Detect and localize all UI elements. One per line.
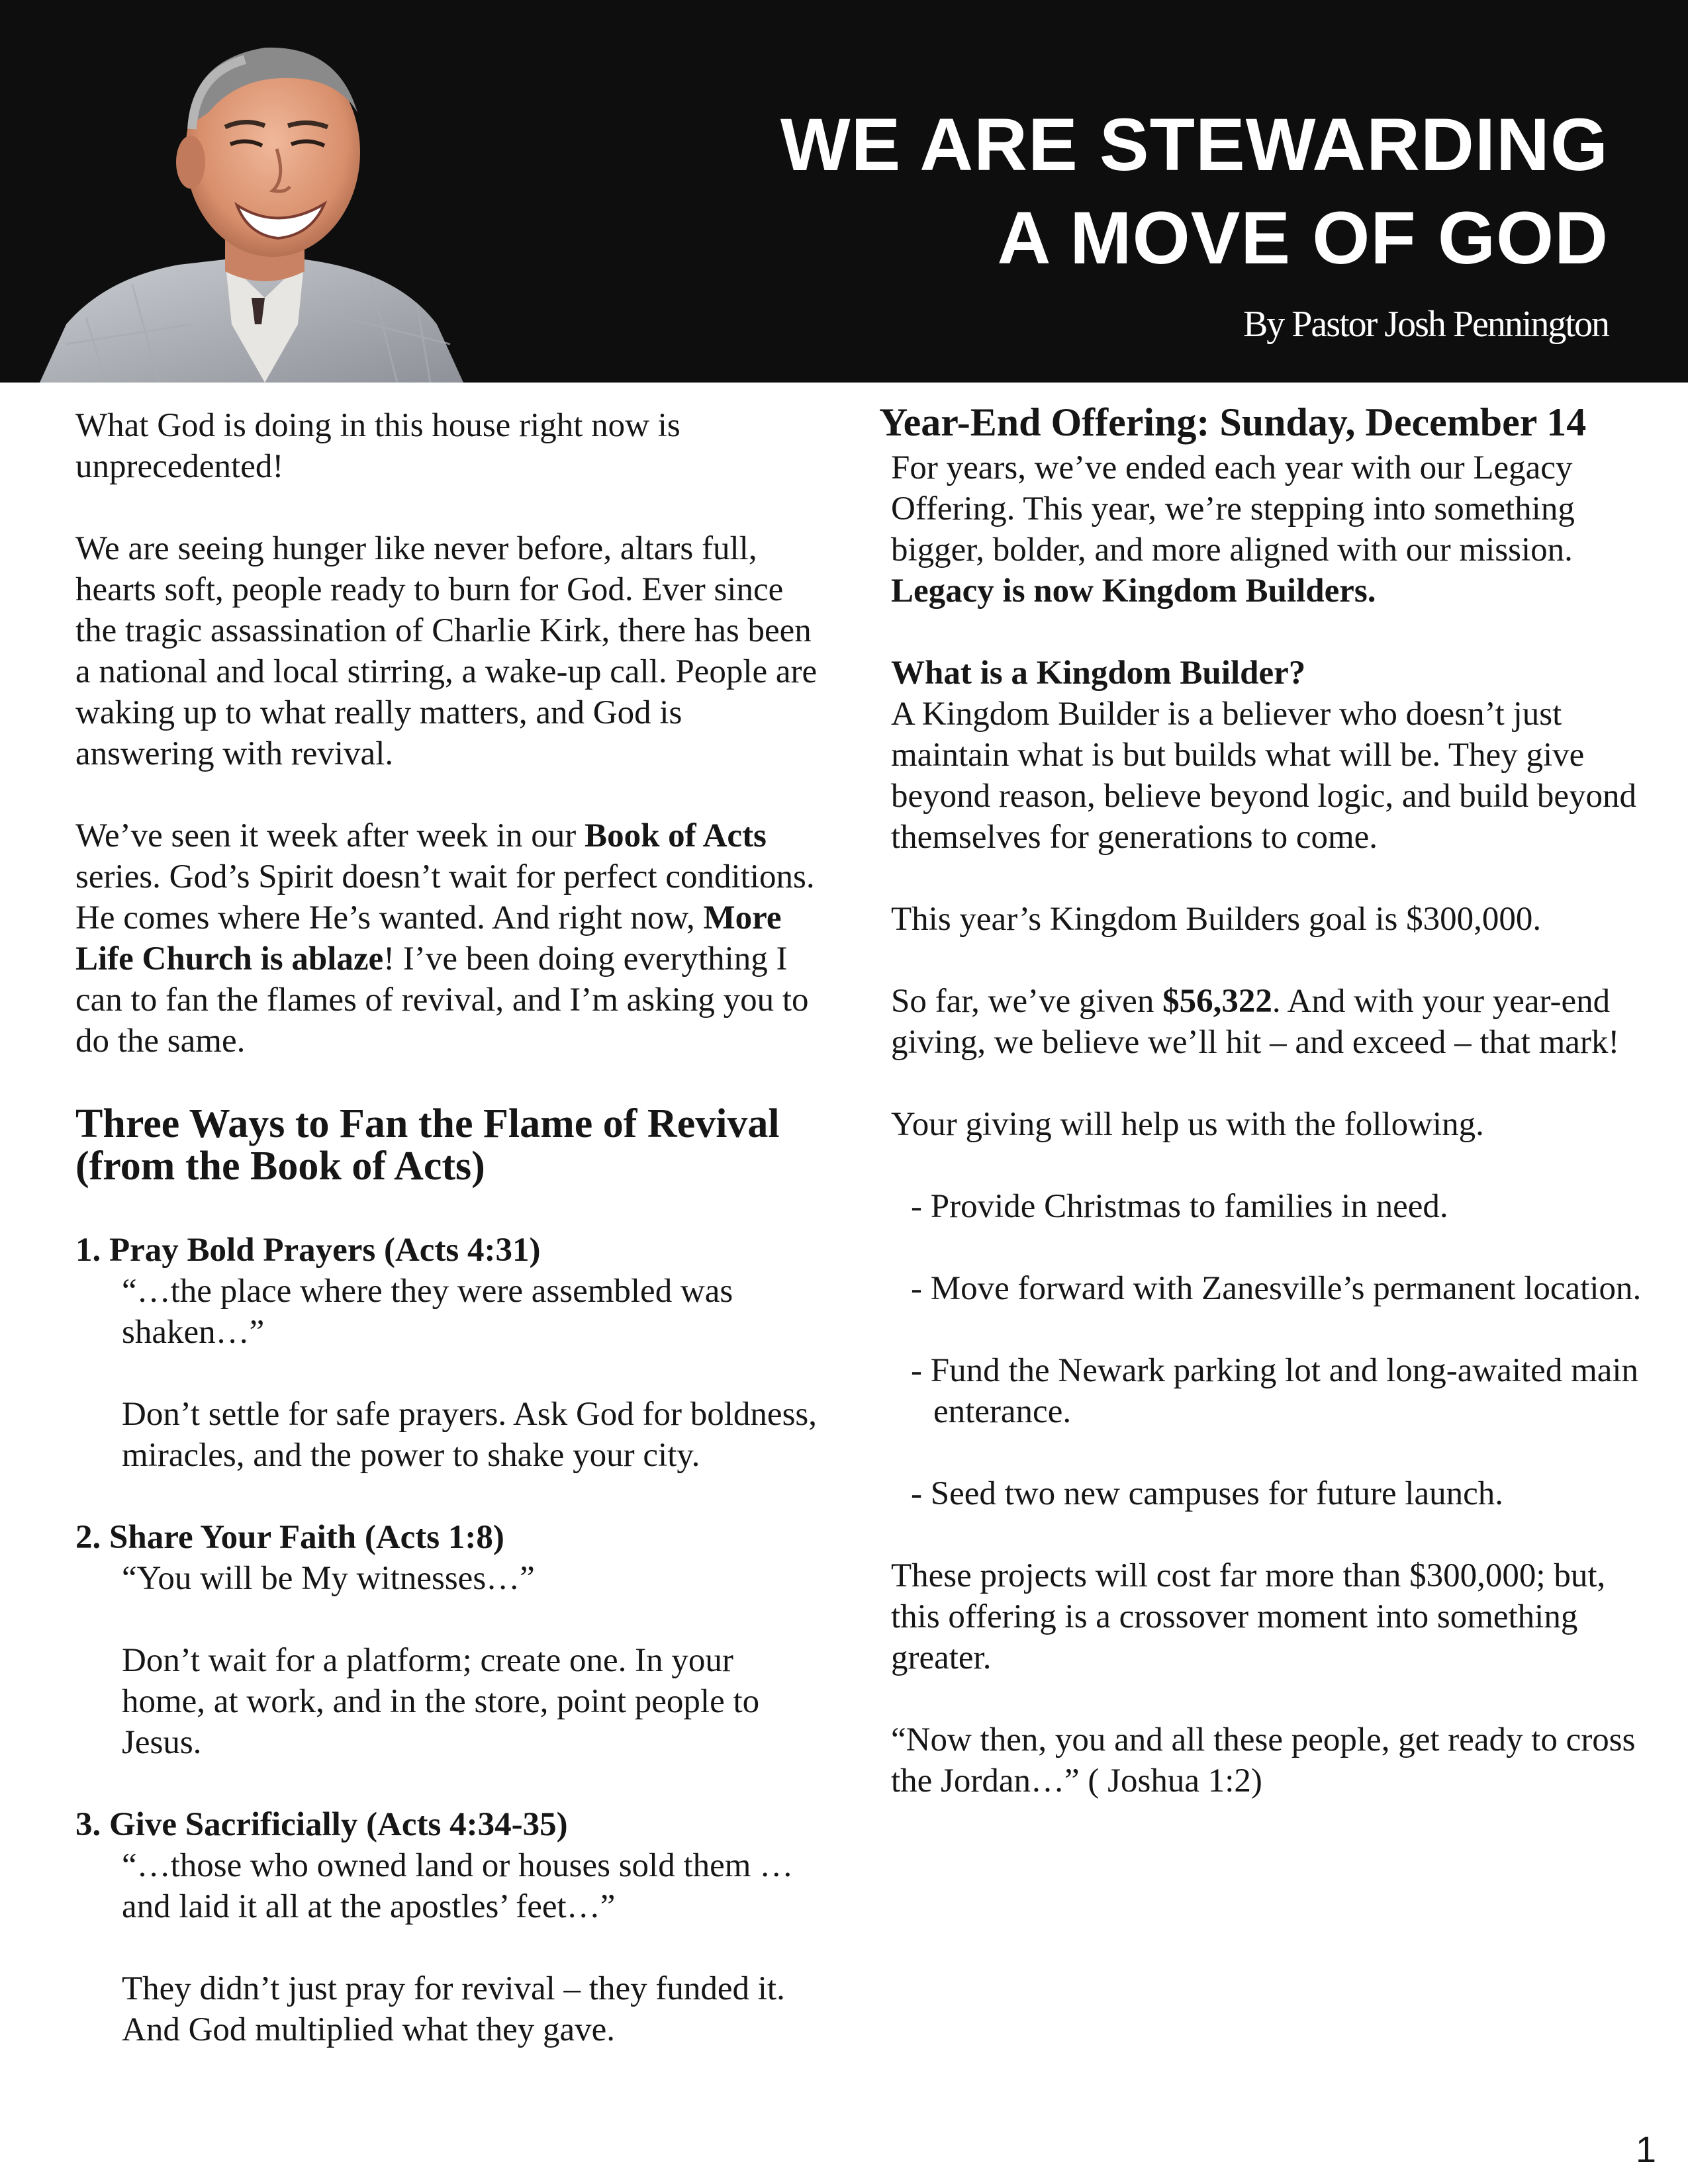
item-number: 3. bbox=[75, 1806, 101, 1843]
page-number: 1 bbox=[1635, 2128, 1656, 2170]
bold-text: Legacy is now Kingdom Builders. bbox=[891, 572, 1376, 610]
text-run: ! I’ve been doing everything I can to fan the flames of revival, and I’m asking you to do the same. bbox=[75, 940, 809, 1060]
question-heading: What is a Kingdom Builder? bbox=[891, 655, 1306, 692]
heading-line: (from the Book of Acts) bbox=[75, 1144, 485, 1189]
heading-line: Three Ways to Fan the Flame of Revival bbox=[75, 1101, 780, 1146]
intro-paragraph: What God is doing in this house right now is unprecedented! bbox=[75, 407, 680, 485]
pastor-portrait bbox=[26, 13, 490, 383]
text-run: . And with your year-end giving, we believe we’ll hit – and exceed – that mark! bbox=[891, 983, 1620, 1061]
bold-text: Book of Acts bbox=[585, 817, 767, 854]
bold-text: More Life Church is ablaze bbox=[75, 899, 782, 978]
giving-uses-list bbox=[891, 1186, 1646, 1514]
item-heading bbox=[75, 1230, 823, 1271]
scripture-paragraph: “Now then, you and all these people, get ready to cross the Jordan…” ( Joshua 1:2) bbox=[891, 1721, 1636, 1799]
item-heading bbox=[75, 1804, 823, 1845]
year-end-offering-heading: Year-End Offering: Sunday, December 14 bbox=[879, 400, 1587, 444]
item-number: 1. bbox=[75, 1232, 101, 1269]
article-title bbox=[616, 98, 1609, 285]
item-body: Don’t settle for safe prayers. Ask God for boldness, miracles, and the power to shake your city. bbox=[122, 1396, 818, 1474]
item-quote: “…those who owned land or houses sold them …and laid it all at the apostles’ feet…” bbox=[122, 1847, 794, 1925]
header-banner bbox=[0, 0, 1688, 383]
three-ways-heading bbox=[75, 1103, 823, 1187]
cost-paragraph: These projects will cost far more than $300,000; but, this offering is a crossover moment into something greater. bbox=[891, 1557, 1606, 1676]
item-title: Share Your Faith (Acts 1:8) bbox=[109, 1519, 504, 1556]
left-column bbox=[75, 405, 823, 2091]
text-run: series. God’s Spirit doesn’t wait for perfect conditions. He comes where He’s wanted. And right now, bbox=[75, 858, 815, 936]
help-intro: Your giving will help us with the following. bbox=[891, 1106, 1484, 1143]
goal-paragraph: This year’s Kingdom Builders goal is $300,000. bbox=[891, 901, 1542, 938]
text-run: For years, we’ve ended each year with our Legacy Offering. This year, we’re stepping into something bigger, bolder, and more aligned with our mission. bbox=[891, 449, 1575, 569]
given-paragraph bbox=[891, 981, 1646, 1063]
title-line-2: A MOVE OF GOD bbox=[997, 197, 1609, 279]
text-run: A Kingdom Builder is a believer who doesn’t just maintain what is but builds what will be. They give beyond reason, believe beyond logic, and build beyond themselves for generations to come. bbox=[891, 696, 1636, 856]
item-number: 2. bbox=[75, 1519, 101, 1556]
item-heading bbox=[75, 1517, 823, 1558]
book-of-acts-paragraph bbox=[75, 815, 823, 1062]
item-body: They didn’t just pray for revival – they funded it. And God multiplied what they gave. bbox=[122, 1970, 785, 2048]
item-body: Don’t wait for a platform; create one. In your home, at work, and in the store, point people to Jesus. bbox=[122, 1642, 760, 1761]
byline: By Pastor Josh Pennington bbox=[1243, 304, 1609, 345]
item-quote: “You will be My witnesses…” bbox=[122, 1560, 535, 1597]
list-item: - Fund the Newark parking lot and long-awaited main enterance. bbox=[911, 1352, 1639, 1430]
legacy-paragraph bbox=[891, 447, 1646, 612]
right-column bbox=[879, 400, 1646, 1843]
revival-paragraph: We are seeing hunger like never before, altars full, hearts soft, people ready to burn for God. Ever since the tragic assassination of Charlie Kirk, there has been a national and local stirring, a wake-up call. People are waking up to what really matters, and God is answering with revival. bbox=[75, 530, 818, 772]
title-line-1: WE ARE STEWARDING bbox=[780, 103, 1609, 186]
item-quote: “…the place where they were assembled was shaken…” bbox=[122, 1273, 733, 1351]
amount-given: $56,322 bbox=[1162, 983, 1272, 1020]
list-item: - Move forward with Zanesville’s permanent location. bbox=[911, 1270, 1642, 1307]
list-item: - Provide Christmas to families in need. bbox=[911, 1188, 1448, 1225]
way-item-2 bbox=[75, 1517, 823, 1763]
list-item: - Seed two new campuses for future launch. bbox=[911, 1475, 1504, 1512]
text-run: So far, we’ve given bbox=[891, 983, 1163, 1020]
way-item-1 bbox=[75, 1230, 823, 1476]
item-title: Pray Bold Prayers (Acts 4:31) bbox=[109, 1232, 541, 1269]
item-title: Give Sacrificially (Acts 4:34-35) bbox=[109, 1806, 568, 1843]
kingdom-builder-paragraph bbox=[891, 653, 1646, 858]
way-item-3 bbox=[75, 1804, 823, 2050]
text-run: We’ve seen it week after week in our bbox=[75, 817, 585, 854]
